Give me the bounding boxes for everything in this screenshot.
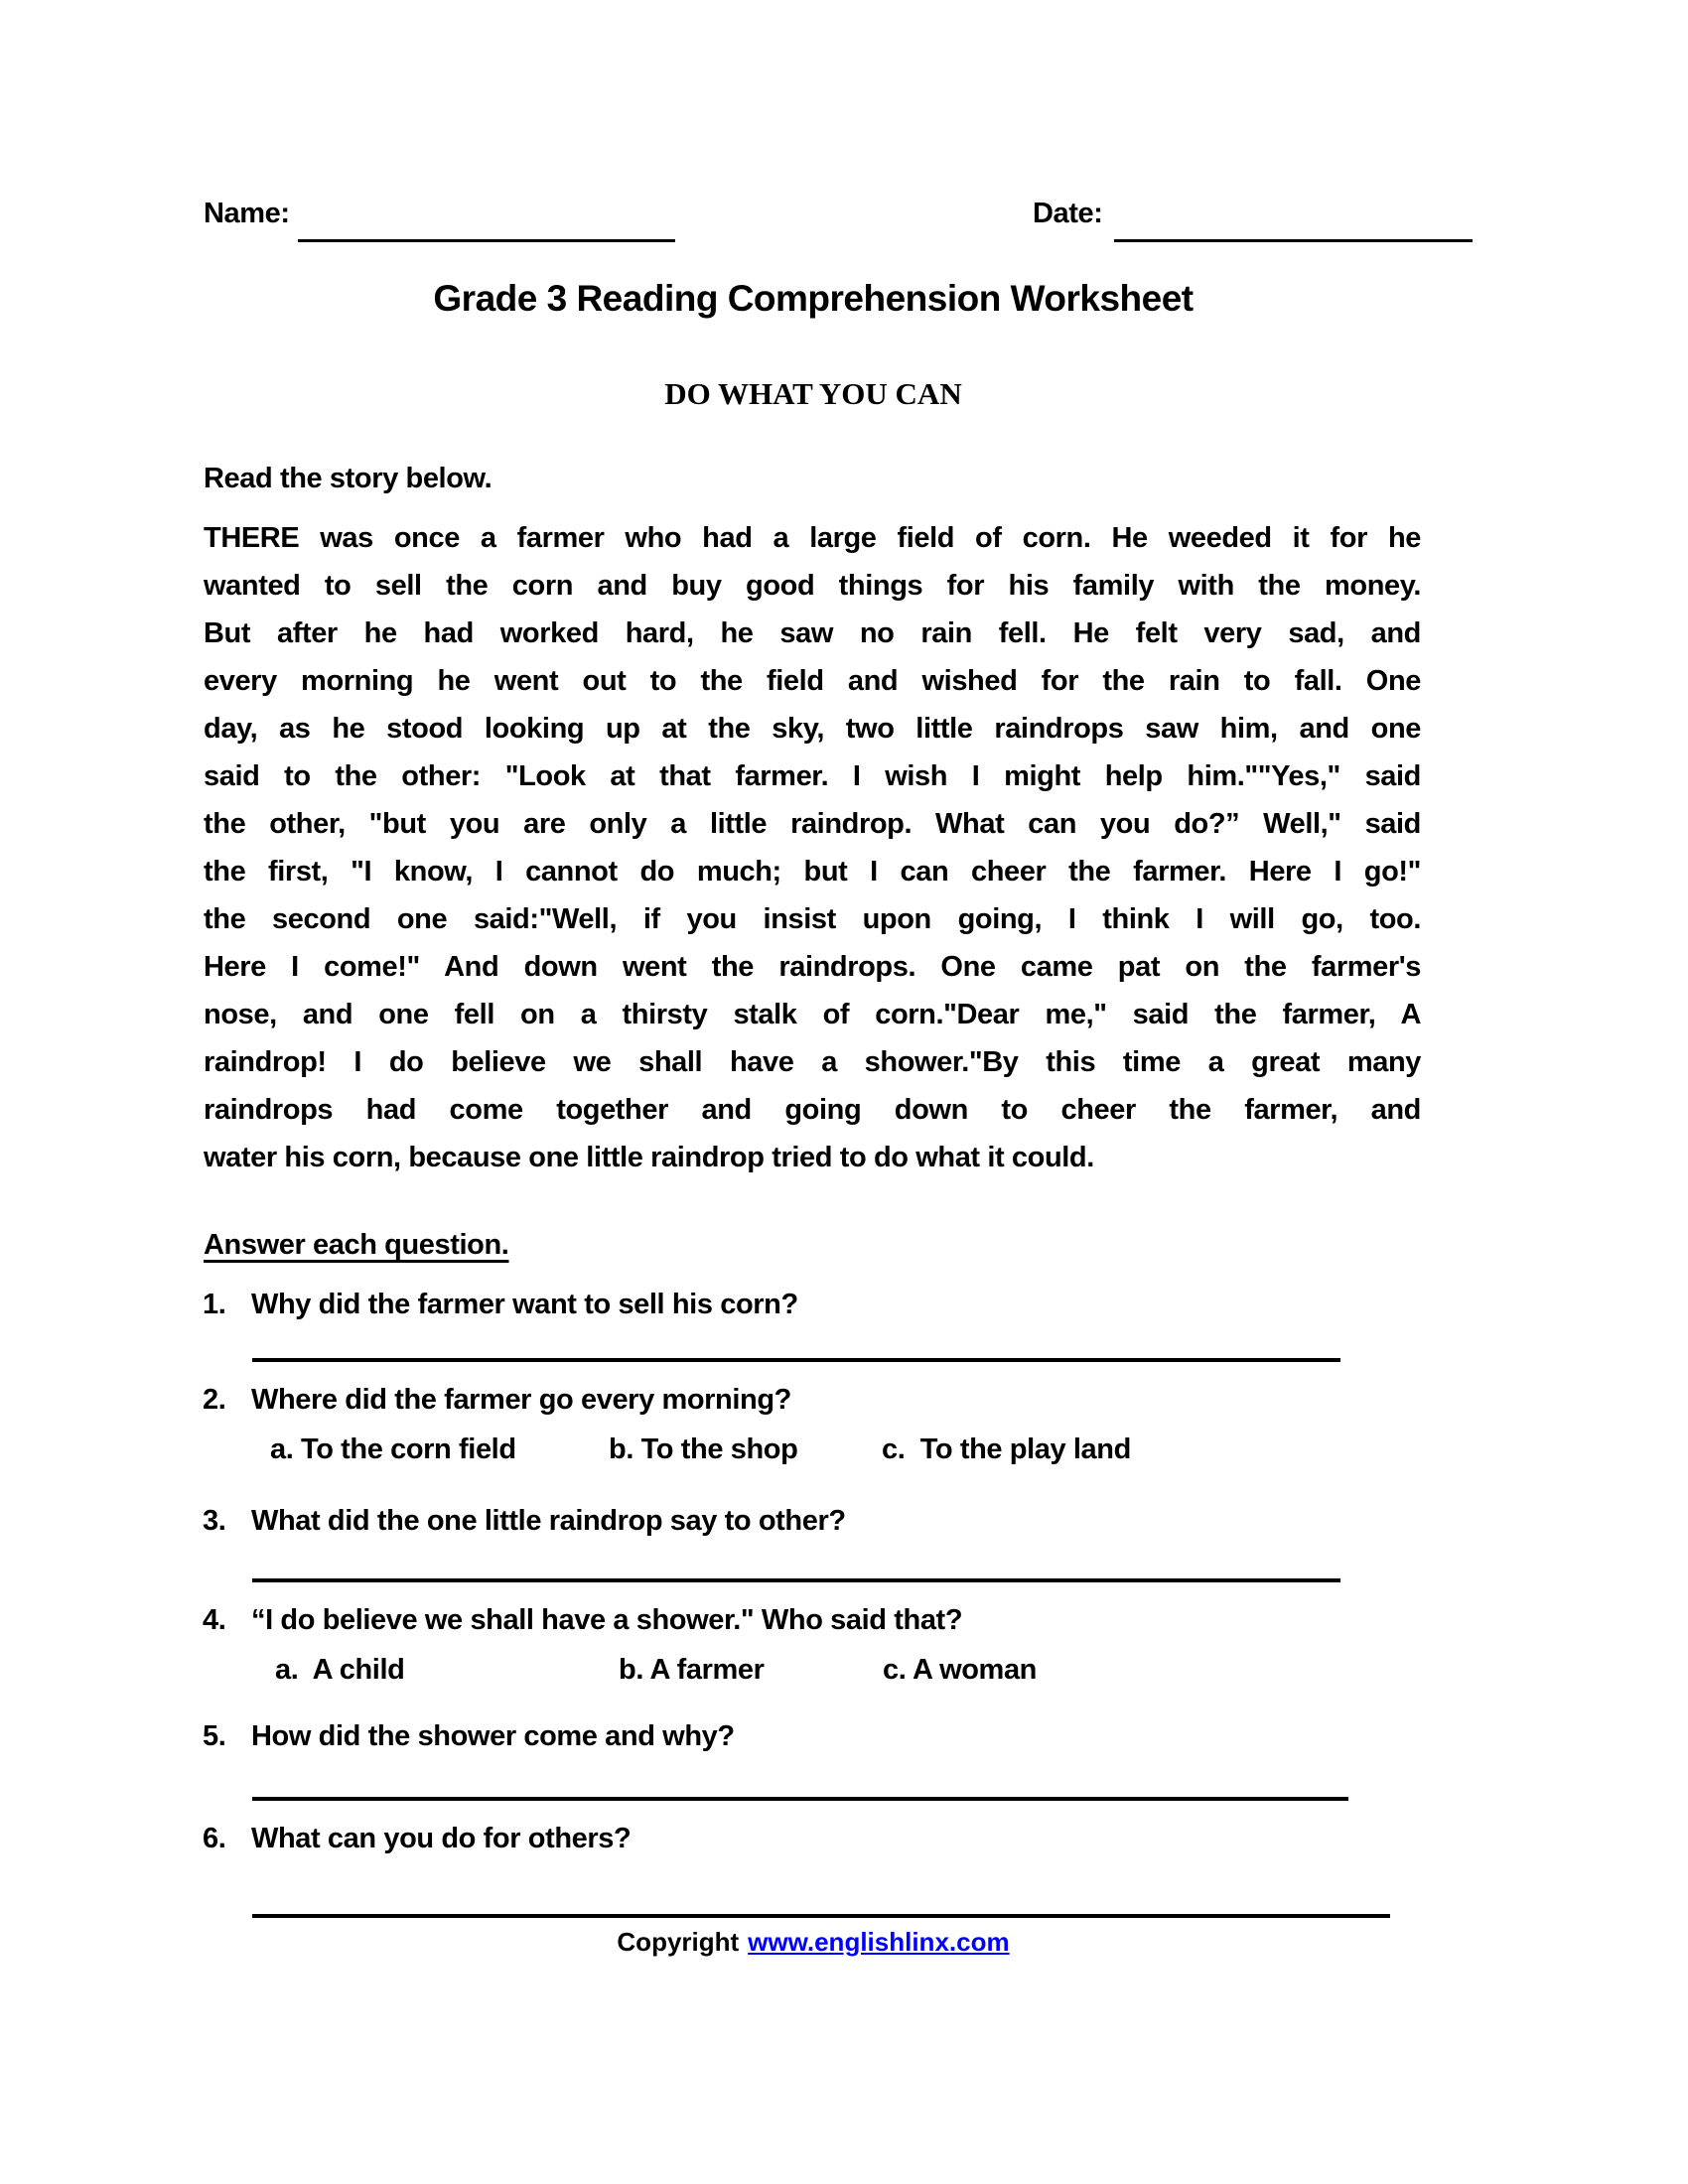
story-line: water his corn, because one little raindrop tried to do what it could. — [204, 1142, 1094, 1173]
question-2-options — [204, 1433, 1435, 1473]
question-text: “I do believe we shall have a shower." Who said that? — [251, 1604, 963, 1636]
question-text: What did the one little raindrop say to other? — [251, 1505, 846, 1537]
story-line: the other, "but you are only a little raindrop. What can you do?” Well," said — [204, 808, 1421, 840]
answer-blank-line — [252, 1797, 1348, 1801]
name-label: Name: — [204, 198, 290, 229]
question-1 — [203, 1289, 1434, 1321]
story-line: day, as he stood looking up at the sky, two little raindrops saw him, and one — [204, 713, 1421, 745]
question-number: 3. — [203, 1505, 226, 1537]
option-c: c. To the play land — [882, 1433, 1131, 1465]
option-a: a. A child — [275, 1654, 405, 1686]
question-number: 4. — [203, 1604, 226, 1636]
option-a: a. To the corn field — [270, 1433, 516, 1465]
story-line: the first, "I know, I cannot do much; but I can cheer the farmer. Here I go!" — [204, 856, 1421, 887]
story-line: raindrops had come together and going down to cheer the farmer, and — [204, 1094, 1421, 1126]
read-instruction: Read the story below. — [204, 463, 492, 494]
question-4-options — [204, 1654, 1435, 1694]
footer — [204, 1927, 1423, 1958]
answer-blank-line — [252, 1578, 1340, 1582]
date-label: Date: — [1033, 198, 1103, 229]
story-line: Here I come!" And down went the raindrops. One came pat on the farmer's — [204, 951, 1421, 983]
question-text: How did the shower come and why? — [251, 1720, 735, 1752]
question-5 — [203, 1720, 1434, 1753]
story-line: said to the other: "Look at that farmer. I wish I might help him.""Yes," said — [204, 760, 1421, 792]
question-number: 5. — [203, 1720, 226, 1752]
story-title: DO WHAT YOU CAN — [664, 376, 962, 411]
question-text: What can you do for others? — [251, 1823, 632, 1854]
answer-blank-line — [252, 1358, 1340, 1362]
answer-instruction: Answer each question. — [204, 1229, 509, 1261]
question-number: 2. — [203, 1384, 226, 1416]
story-line: But after he had worked hard, he saw no rain fell. He felt very sad, and — [204, 617, 1421, 649]
question-number: 6. — [203, 1823, 226, 1854]
story-line: wanted to sell the corn and buy good things for his family with the money. — [204, 570, 1421, 602]
option-b: b. To the shop — [609, 1433, 798, 1465]
question-text: Where did the farmer go every morning? — [251, 1384, 791, 1416]
question-text: Why did the farmer want to sell his corn? — [251, 1289, 798, 1320]
story-line: raindrop! I do believe we shall have a shower."By this time a great many — [204, 1046, 1421, 1078]
story-line: every morning he went out to the field and wished for the rain to fall. One — [204, 665, 1421, 697]
copyright-link[interactable]: www.englishlinx.com — [748, 1927, 1010, 1957]
question-number: 1. — [203, 1289, 226, 1320]
date-blank-line — [1114, 239, 1473, 242]
question-4 — [203, 1604, 1434, 1637]
option-b: b. A farmer — [619, 1654, 765, 1686]
story-line: THERE was once a farmer who had a large field of corn. He weeded it for he — [204, 522, 1421, 554]
name-blank-line — [298, 239, 675, 242]
question-2 — [203, 1384, 1434, 1417]
story-paragraph — [204, 514, 1421, 1181]
answer-blank-line — [252, 1914, 1390, 1918]
copyright-label: Copyright — [617, 1927, 740, 1957]
option-c: c. A woman — [883, 1654, 1037, 1686]
worksheet-title: Grade 3 Reading Comprehension Worksheet — [433, 278, 1194, 319]
question-3 — [203, 1505, 1434, 1538]
story-line: nose, and one fell on a thirsty stalk of corn."Dear me," said the farmer, A — [204, 999, 1421, 1030]
story-line: the second one said:"Well, if you insist upon going, I think I will go, too. — [204, 903, 1421, 935]
question-6 — [203, 1823, 1434, 1855]
